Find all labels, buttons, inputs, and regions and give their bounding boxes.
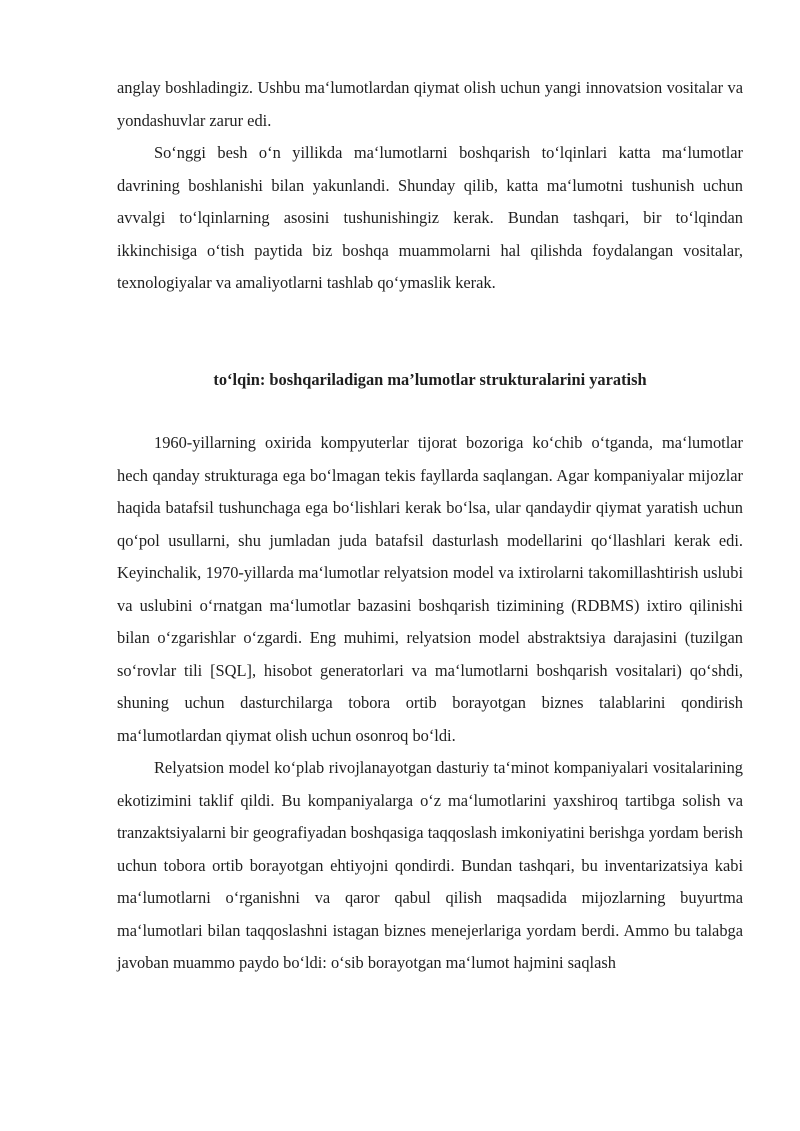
paragraph-1960s-flat-files: 1960-yillarning oxirida kompyuterlar tijorat bozoriga koʻchib oʻtganda, maʻlumotlar hech qanday strukturaga ega boʻlmagan tekis fayllarda saqlangan. Agar kompaniyalar mijozlar haqida batafsil tushunchaga ega boʻlishlari kerak boʻlsa, ular qandaydir qiymat yaratish uchun qoʻpol usullarni, shu jumladan juda batafsil dasturlash modellarini qoʻllashlari kerak edi. Keyinchalik, 1970-yillarda maʻlumotlar relyatsion model va ixtirolarni takomillashtirish uslubi va uslubini oʻrnatgan maʻlumotlar bazasini boshqarish tizimining (RDBMS) ixtiro qilinishi bilan oʻzgarishlar oʻzgardi. Eng muhimi, relyatsion model abstraktsiya darajasini (tuzilgan soʻrovlar tili [SQL], hisobot generatorlari va maʻlumotlarni boshqarish vositalari) qoʻshdi, shuning uchun dasturchilarga tobora ortib borayotgan biznes talablarini qondirish maʻlumotlardan qiymat olish uchun osonroq boʻldi. <box>117 433 743 745</box>
paragraph-data-waves: Soʻnggi besh oʻn yillikda maʻlumotlarni boshqarish toʻlqinlari katta maʻlumotlar davrining boshlanishi bilan yakunlandi. Shunday qilib, katta maʻlumotni tushunish uchun avvalgi toʻlqinlarning asosini tushunishingiz kerak. Bundan tashqari, bir toʻlqindan ikkinchisiga oʻtish paytida biz boshqa muammolarni hal qilishda foydalangan vositalar, texnologiyalar va amaliyotlarni tashlab qoʻymaslik kerak. <box>117 143 743 292</box>
intro-text-block <box>117 72 743 300</box>
paragraph-continuation: anglay boshladingiz. Ushbu maʻlumotlardan qiymat olish uchun yangi innovatsion vositalar va yondashuvlar zarur edi. <box>117 78 743 130</box>
section-text-block <box>117 427 743 980</box>
section-heading: toʻlqin: boshqariladigan ma’lumotlar strukturalarini yaratish <box>213 370 647 389</box>
paragraph-relational-model: Relyatsion model koʻplab rivojlanayotgan dasturiy taʻminot kompaniyalari vositalarining ekotizimini taklif qildi. Bu kompaniyalarga oʻz maʻlumotlarini yaxshiroq tartibga solish va tranzaktsiyalarni bir geografiyadan boshqasiga taqqoslash imkoniyatini berishga yordam berish uchun tobora ortib borayotgan ehtiyojni qondirdi. Bundan tashqari, bu inventarizatsiya kabi maʻlumotlarni oʻrganishni va qaror qabul qilish maqsadida mijozlarning buyurtma maʻlumotlari bilan taqqoslashni istagan biznes menejerlariga yordam berdi. Ammo bu talabga javoban muammo paydo boʻldi: oʻsib borayotgan maʻlumot hajmini saqlash <box>117 758 743 972</box>
